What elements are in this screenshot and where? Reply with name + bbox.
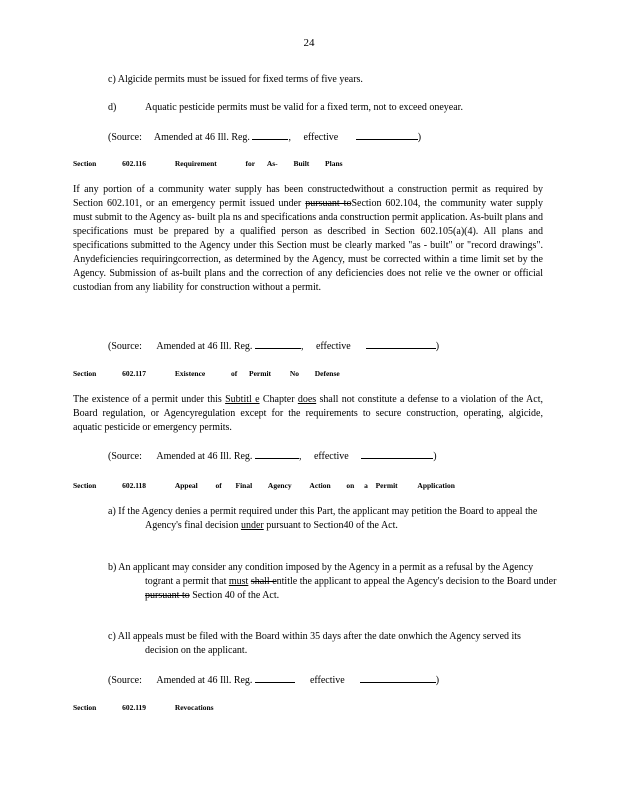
heading-title-word: Existence <box>174 369 206 378</box>
heading-title-word: Requirement <box>174 159 217 168</box>
source-effective: effective <box>315 341 351 352</box>
blank-register <box>252 129 288 140</box>
heading-title-word: Action <box>309 481 331 490</box>
source-close: ) <box>417 132 422 143</box>
source-note-3 <box>108 448 437 464</box>
heading-title-word: Final <box>235 481 253 490</box>
body-text: If any portion of a community water supply has been constructedwithout a construction permit as required by Section 602.101, or an emergency permit issued under <box>73 184 543 209</box>
section-602-118-c <box>108 630 537 658</box>
blank-effective <box>366 338 436 349</box>
source-close: ) <box>435 675 440 686</box>
heading-section-id: 602.116 <box>122 159 147 168</box>
section-602-118-a <box>108 505 563 533</box>
body-text-cont: pursuant to Section40 of the Act. <box>263 520 398 531</box>
heading-title-word: Built <box>293 159 310 168</box>
source-open: (Source: <box>108 132 142 143</box>
deleted-text: pursuant to <box>145 590 190 601</box>
page-number: 24 <box>303 37 315 49</box>
section-602-116-body <box>73 183 543 295</box>
source-amended: Amended at 46 Ill. Reg. <box>153 132 250 143</box>
deleted-text: pursuant to <box>305 198 352 209</box>
source-open: (Source: <box>108 451 142 462</box>
body-text-cont: Section 602.104, the community water supply must submit to the Agency as- built pla ns and specifications anda construction permit application. As-built plans and specifications must be prepared by a qualified person as described in Section 602.105(a)(4). All plans and specifications submitted to the Agency under this Section must be clearly marked "as - built" or "record drawings". Anydeficiencies requiringcorrection, as determined by the Agency, must be corrected within a time limit set by the Agency. Submission of as-built plans and the correction of any deficiencies does not relie ve the owner or official custodian from any liability for construction without a permit. <box>73 198 544 293</box>
source-effective: effective <box>303 132 339 143</box>
body-text: a) If the Agency denies a permit required under this Part, the applicant may petition the Board to appeal the Agency's final decision <box>108 506 538 531</box>
heading-title-word: Permit <box>248 369 272 378</box>
inserted-text: does <box>297 394 317 405</box>
heading-title-word: for <box>245 159 256 168</box>
source-note-2 <box>108 338 439 354</box>
body-text: ntitle the applicant to appeal the Agency's decision to the Board under <box>276 576 557 587</box>
source-open: (Source: <box>108 675 142 686</box>
source-close: ) <box>435 341 440 352</box>
inserted-text: must <box>228 576 249 587</box>
section-602-118-b <box>108 561 557 603</box>
section-602-116-heading <box>73 157 343 171</box>
heading-section-word: Section <box>73 369 97 378</box>
blank-effective <box>356 129 418 140</box>
source-comma: , <box>298 451 302 462</box>
item-d-label: d) <box>108 102 117 113</box>
heading-title-word: Defense <box>314 369 340 378</box>
heading-section-word: Section <box>73 703 97 712</box>
source-close: ) <box>433 451 437 462</box>
source-comma: , <box>300 341 304 352</box>
heading-title-word: of <box>215 481 222 490</box>
body-text: b) An applicant may consider any condition imposed by the Agency in a permit as a refusal by the Agency togrant a permit that <box>108 562 534 587</box>
heading-title-word: Application <box>417 481 455 490</box>
heading-title-word: Plans <box>325 159 343 168</box>
source-effective: effective <box>309 675 345 686</box>
deleted-text: shall e <box>250 576 277 587</box>
heading-title-word: a <box>364 481 368 490</box>
heading-title-word: Agency <box>267 481 292 490</box>
source-effective: effective <box>313 451 349 462</box>
inserted-text: under <box>240 520 264 531</box>
heading-section-id: 602.118 <box>122 481 147 490</box>
section-602-117-body <box>73 393 543 435</box>
source-note-4 <box>108 672 439 688</box>
body-text: c) All appeals must be filed with the Board within 35 days after the date onwhich the Agency served its decision on the applicant. <box>108 631 521 656</box>
heading-section-id: 602.119 <box>122 703 147 712</box>
heading-section-id: 602.117 <box>122 369 147 378</box>
section-602-119-heading <box>73 701 214 715</box>
blank-register <box>255 448 299 459</box>
body-text: Chapter <box>259 394 298 405</box>
inserted-text: Subtitl e <box>225 394 260 405</box>
section-602-117-heading <box>73 367 340 381</box>
body-text-cont: shall not constitute a defense to a violation of the Act, Board regulation, or Agencyregulation except for the requirements to secure construction, operating, algicide, aquatic pesticide or emergency permits. <box>73 394 543 433</box>
source-amended: Amended at 46 Ill. Reg. <box>156 451 253 462</box>
heading-title-word: Permit <box>375 481 398 490</box>
source-amended: Amended at 46 Ill. Reg. <box>156 341 253 352</box>
heading-title-word: Revocations <box>174 703 214 712</box>
heading-section-word: Section <box>73 481 97 490</box>
heading-title-word: on <box>346 481 355 490</box>
heading-title-word: As- <box>266 159 278 168</box>
source-open: (Source: <box>108 341 142 352</box>
source-note-1 <box>108 129 421 145</box>
item-d-text: Aquatic pesticide permits must be valid for a fixed term, not to exceed oneyear. <box>145 102 463 113</box>
blank-register <box>255 338 301 349</box>
body-text-cont: Section 40 of the Act. <box>189 590 280 601</box>
source-amended: Amended at 46 Ill. Reg. <box>156 675 253 686</box>
blank-effective <box>361 448 433 459</box>
heading-title-word: Appeal <box>174 481 198 490</box>
heading-title-word: of <box>230 369 238 378</box>
source-comma: , <box>288 132 291 143</box>
blank-effective <box>360 672 436 683</box>
blank-register <box>255 672 295 683</box>
section-602-118-heading <box>73 479 455 493</box>
body-text: The existence of a permit under this <box>73 394 222 405</box>
item-c-algicide: c) Algicide permits must be issued for fixed terms of five years. <box>108 74 363 85</box>
heading-section-word: Section <box>73 159 97 168</box>
heading-title-word: No <box>289 369 299 378</box>
